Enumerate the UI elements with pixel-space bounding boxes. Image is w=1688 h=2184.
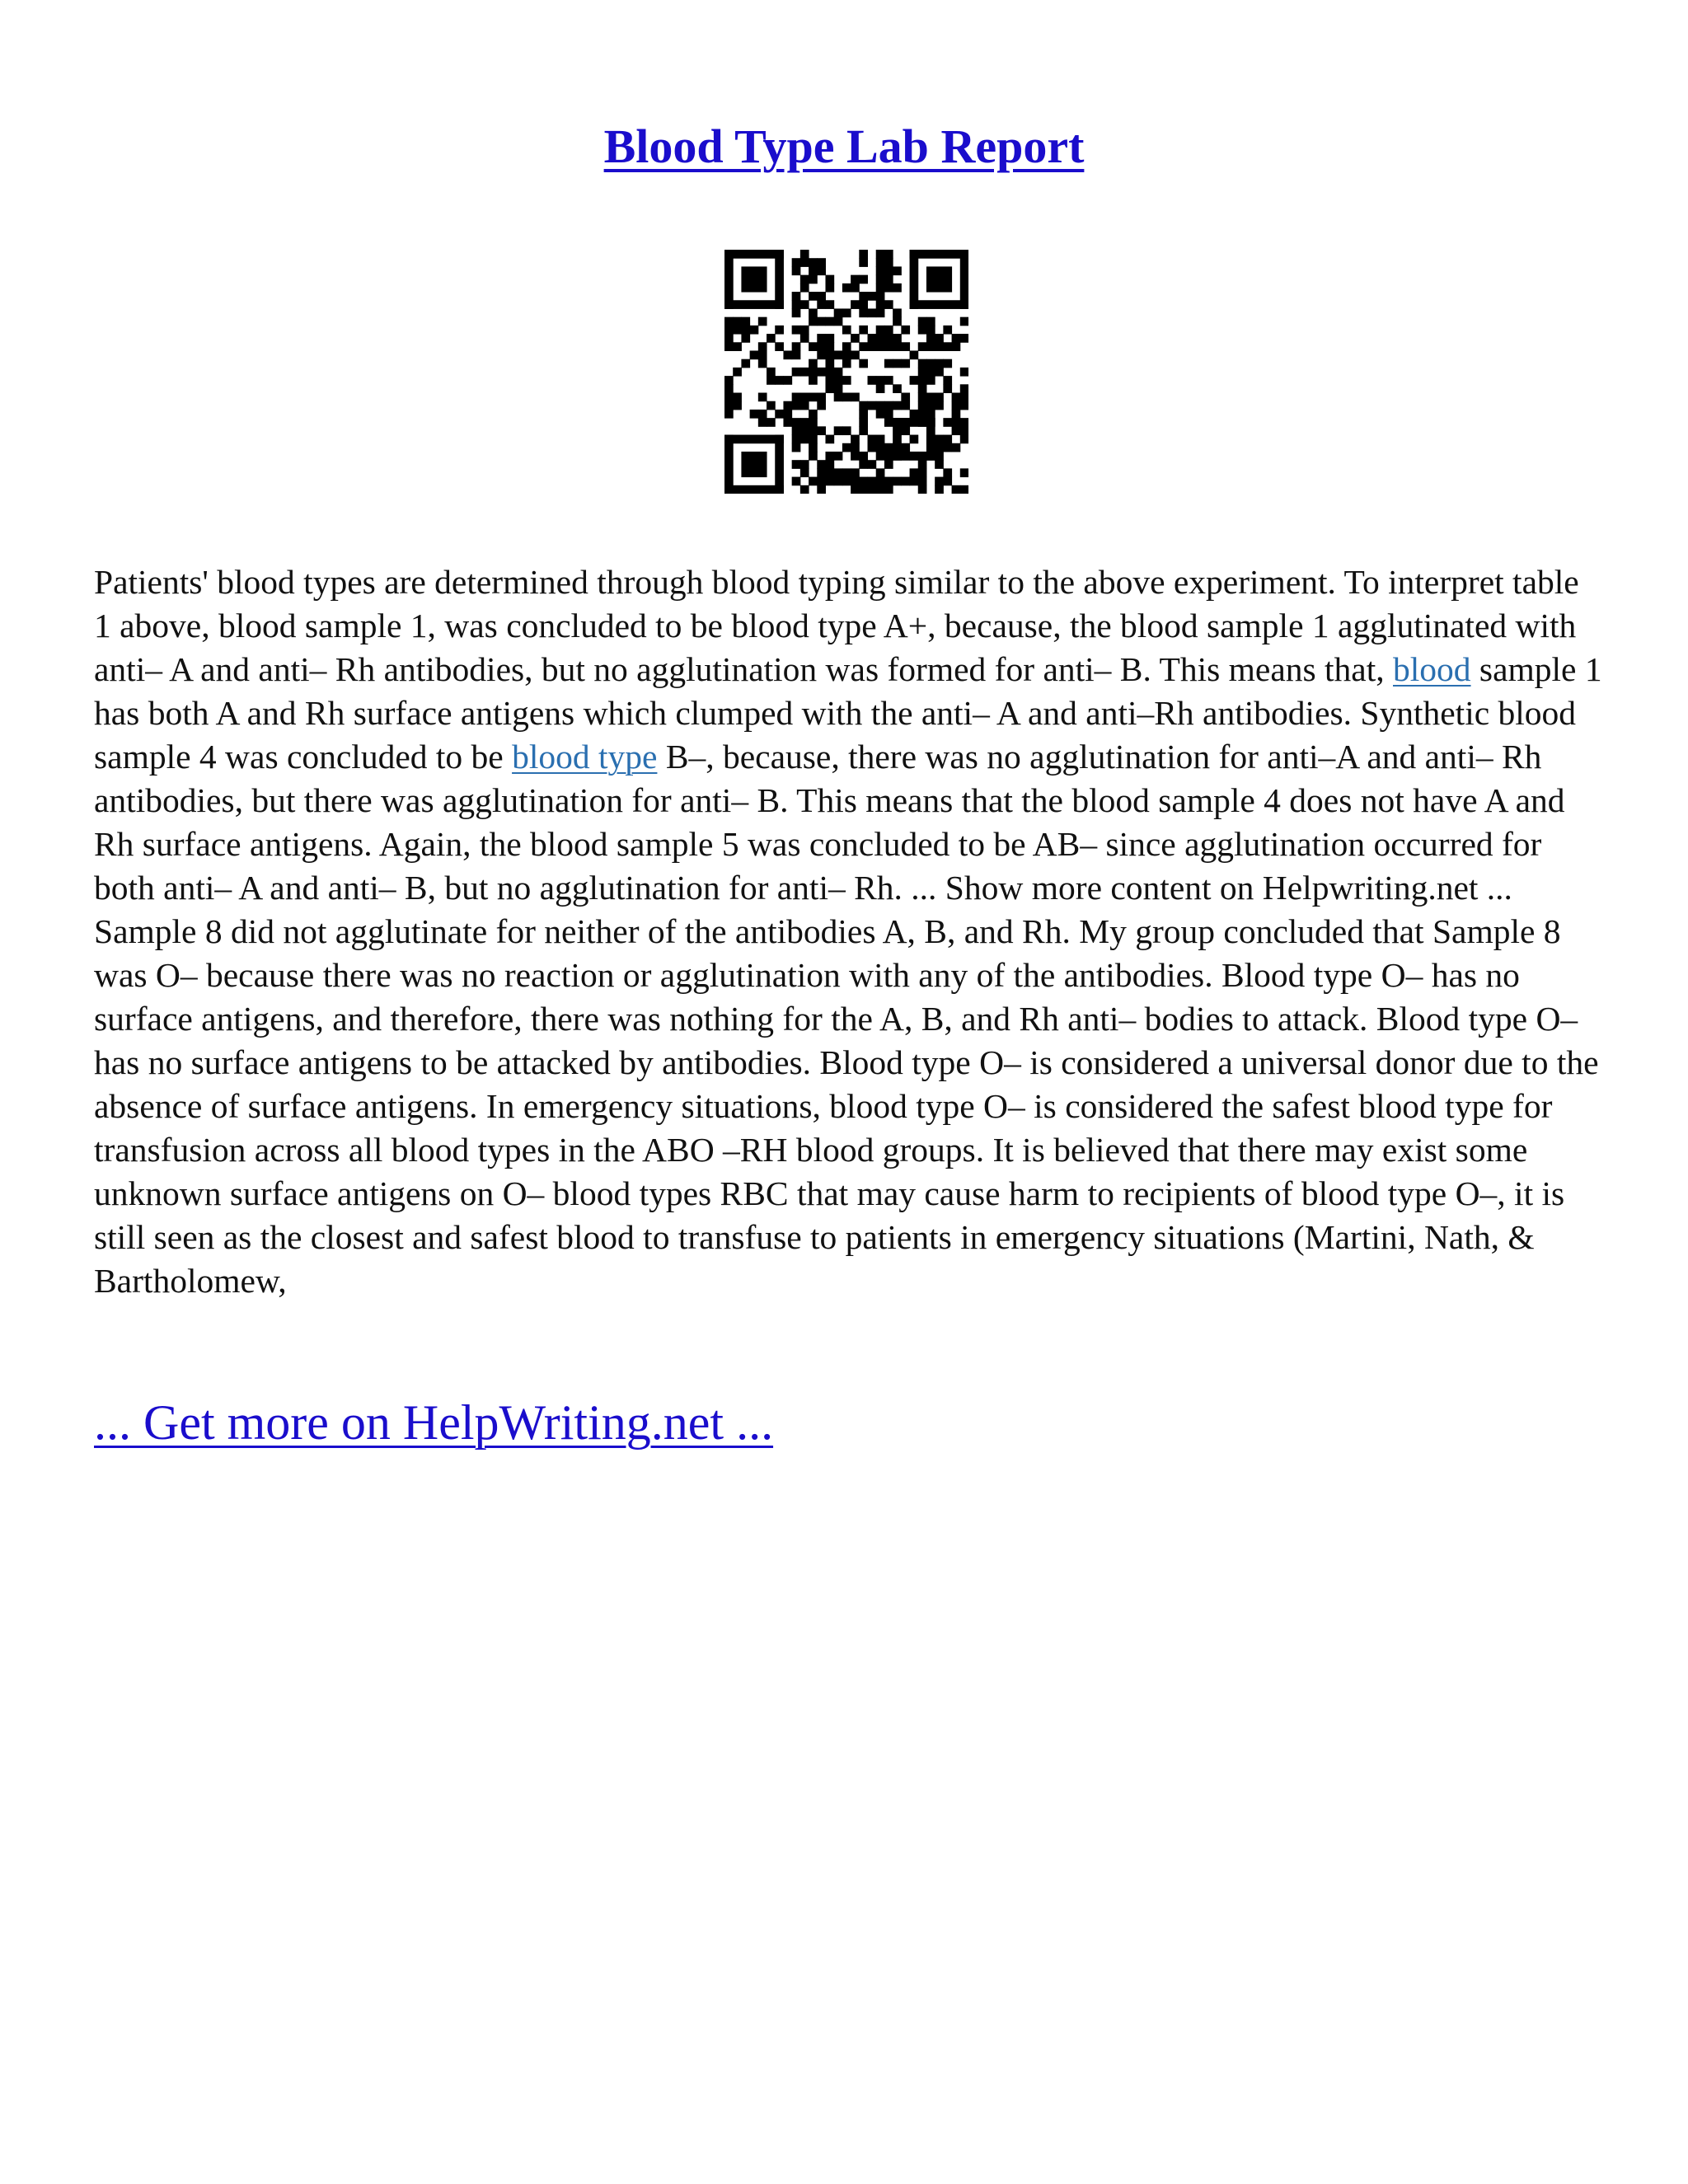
- paragraph-1-text-b: sample 1 has both A and Rh surface antigens which clumped with the anti– A and anti–Rh antibodies. Synthetic blood sample 4 was concluded to be: [94, 650, 1602, 776]
- paragraph-1: [94, 560, 1602, 910]
- paragraph-1-text-a: Patients' blood types are determined through blood typing similar to the above experiment. To interpret table 1 above, blood sample 1, was concluded to be blood type A+, because, the blood sample 1 agglutinated with anti– A and anti– Rh antibodies, but no agglutination was formed for anti– B. This means that,: [94, 563, 1579, 688]
- more-link-container: [94, 1390, 773, 1455]
- page-title: [0, 114, 1688, 180]
- article-body: [94, 560, 1602, 1303]
- title-link[interactable]: Blood Type Lab Report: [603, 120, 1085, 173]
- qr-code: [724, 250, 968, 494]
- paragraph-2: Sample 8 did not agglutinate for neither of the antibodies A, B, and Rh. My group concluded that Sample 8 was O– because there was no reaction or agglutination with any of the antibodies. Blood type O– has no surface antigens, and therefore, there was nothing for the A, B, and Rh anti– bodies to attack. Blood type O– has no surface antigens to be attacked by antibodies. Blood type O– is considered a universal donor due to the absence of surface antigens. In emergency situations, blood type O– is considered the safest blood type for transfusion across all blood types in the ABO –RH blood groups. It is believed that there may exist some unknown surface antigens on O– blood types RBC that may cause harm to recipients of blood type O–, it is still seen as the closest and safest blood to transfuse to patients in emergency situations (Martini, Nath, & Bartholomew,: [94, 912, 1599, 1300]
- qr-code-graphic: [724, 250, 968, 494]
- blood-link[interactable]: blood: [1393, 650, 1471, 688]
- get-more-link[interactable]: ... Get more on HelpWriting.net ...: [94, 1395, 774, 1450]
- blood-type-link[interactable]: blood type: [512, 738, 658, 776]
- paragraph-1-text-c: B–, because, there was no agglutination for anti–A and anti– Rh antibodies, but there was agglutination for anti– B. This means that the blood sample 4 does not have A and Rh surface antigens. Again, the blood sample 5 was concluded to be AB– since agglutination occurred for both anti– A and anti– B, but no agglutination for anti– Rh. ... Show more content on Helpwriting.net ...: [94, 738, 1565, 907]
